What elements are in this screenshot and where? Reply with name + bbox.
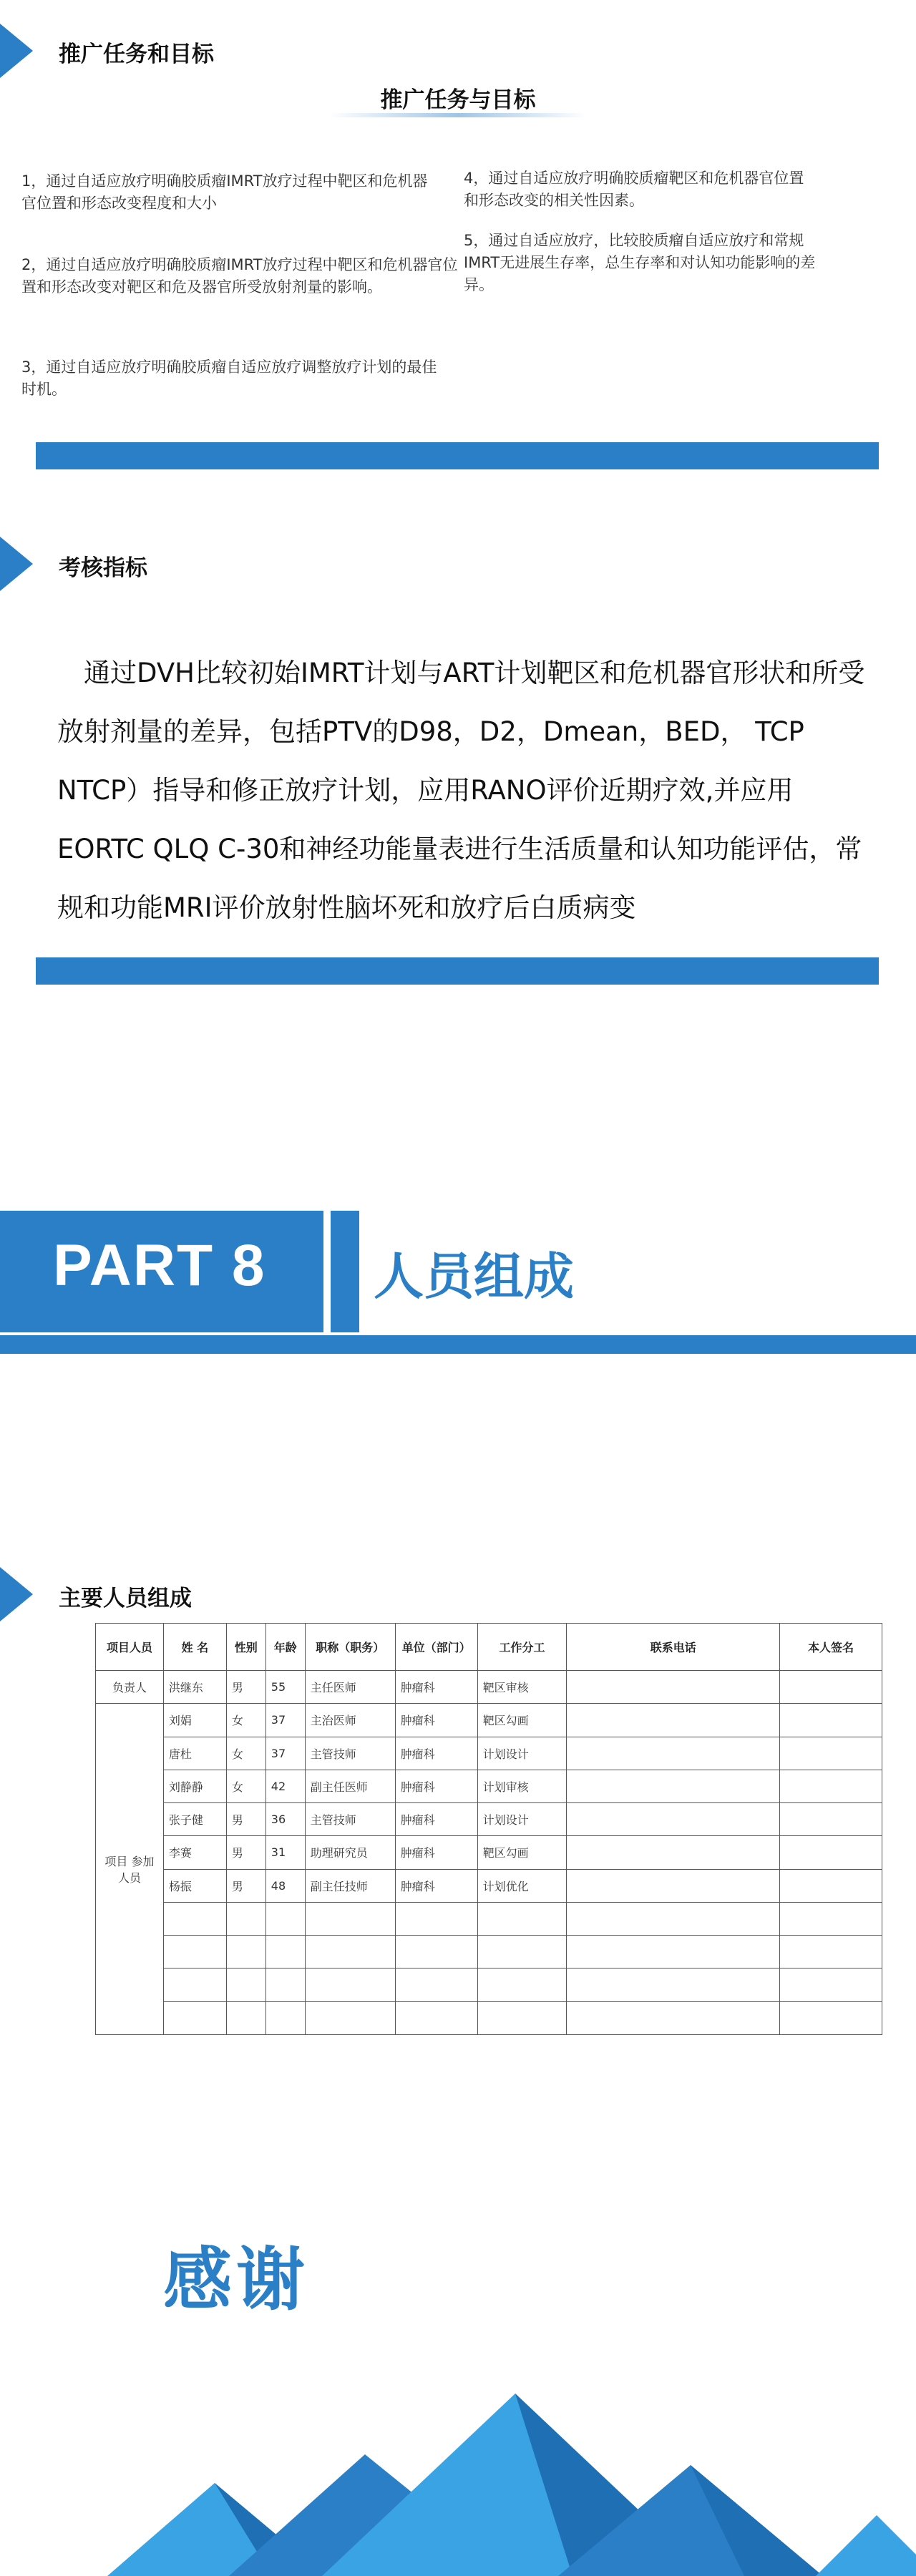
dept-cell: 肿瘤科 xyxy=(395,1704,477,1737)
empty-cell[interactable] xyxy=(163,2001,226,2034)
header-cell: 单位（部门） xyxy=(395,1624,477,1671)
empty-cell[interactable] xyxy=(567,2001,780,2034)
staff-table xyxy=(95,1623,882,2035)
empty-cell[interactable] xyxy=(395,1936,477,1968)
table-row-empty xyxy=(96,2001,882,2034)
empty-cell[interactable] xyxy=(567,1902,780,1935)
header-cell: 工作分工 xyxy=(477,1624,567,1671)
name-cell: 张子健 xyxy=(163,1803,226,1836)
empty-cell[interactable] xyxy=(780,2001,882,2034)
role-cell: 靶区勾画 xyxy=(477,1836,567,1869)
signature-cell[interactable] xyxy=(780,1671,882,1704)
role-cell: 计划设计 xyxy=(477,1803,567,1836)
title-cell: 主管技师 xyxy=(305,1803,395,1836)
table-row xyxy=(96,1803,882,1836)
task-item-3: 3，通过自适应放疗明确胶质瘤自适应放疗调整放疗计划的最佳时机。 xyxy=(21,358,437,398)
empty-cell[interactable] xyxy=(395,1968,477,2001)
table-row-empty xyxy=(96,1968,882,2001)
phone-cell[interactable] xyxy=(567,1737,780,1770)
divider-bar-1 xyxy=(36,442,879,469)
assessment-body: 通过DVH比较初始IMRT计划与ART计划靶区和危机器官形状和所受放射剂量的差异，包括PTV的D98，D2，Dmean，BED， TCP NTCP）指导和修正放疗计划，应用RANO评价近期疗效,并应用EORTC QLQ C-30和神经功能量表进行生活质量和认知功能评估，常规和功能MRI评价放射性脑坏死和放疗后白质病变 xyxy=(57,658,865,923)
role-cell: 靶区勾画 xyxy=(477,1704,567,1737)
section-arrow-staff xyxy=(0,1567,33,1621)
empty-cell[interactable] xyxy=(477,1968,567,2001)
role-cell: 计划优化 xyxy=(477,1869,567,1902)
signature-cell[interactable] xyxy=(780,1869,882,1902)
part-number: PART 8 xyxy=(53,1233,266,1298)
phone-cell[interactable] xyxy=(567,1869,780,1902)
center-title-underline xyxy=(329,113,587,117)
dept-cell: 肿瘤科 xyxy=(395,1770,477,1802)
dept-cell: 肿瘤科 xyxy=(395,1737,477,1770)
table-row xyxy=(96,1869,882,1902)
mountain-decoration xyxy=(0,2376,916,2576)
part-banner-strip xyxy=(331,1211,359,1332)
phone-cell[interactable] xyxy=(567,1770,780,1802)
gender-cell: 女 xyxy=(226,1704,265,1737)
title-cell: 副主任医师 xyxy=(305,1770,395,1802)
table-row xyxy=(96,1671,882,1704)
age-cell: 55 xyxy=(265,1671,305,1704)
task-item-2: 2，通过自适应放疗明确胶质瘤IMRT放疗过程中靶区和危机器官位置和形态改变对靶区和危及器官所受放射剂量的影响。 xyxy=(21,256,458,296)
phone-cell[interactable] xyxy=(567,1803,780,1836)
mountain-shape xyxy=(816,2515,916,2576)
role-cell: 靶区审核 xyxy=(477,1671,567,1704)
empty-cell[interactable] xyxy=(226,1902,265,1935)
name-cell: 李赛 xyxy=(163,1836,226,1869)
age-cell: 37 xyxy=(265,1737,305,1770)
name-cell: 刘静静 xyxy=(163,1770,226,1802)
empty-cell[interactable] xyxy=(305,1902,395,1935)
empty-cell[interactable] xyxy=(305,1968,395,2001)
gender-cell: 男 xyxy=(226,1869,265,1902)
gender-cell: 男 xyxy=(226,1671,265,1704)
empty-cell[interactable] xyxy=(226,1968,265,2001)
empty-cell[interactable] xyxy=(265,1936,305,1968)
header-cell: 姓 名 xyxy=(163,1624,226,1671)
thanks-title: 感谢 xyxy=(163,2240,309,2320)
header-cell: 项目人员 xyxy=(96,1624,164,1671)
name-cell: 唐杜 xyxy=(163,1737,226,1770)
title-cell: 主治医师 xyxy=(305,1704,395,1737)
empty-cell[interactable] xyxy=(226,1936,265,1968)
empty-cell[interactable] xyxy=(265,1968,305,2001)
title-cell: 副主任技师 xyxy=(305,1869,395,1902)
section-arrow-promo xyxy=(0,24,33,78)
header-cell: 职称（职务） xyxy=(305,1624,395,1671)
task-item-1: 1，通过自适应放疗明确胶质瘤IMRT放疗过程中靶区和危机器官位置和形态改变程度和大小 xyxy=(21,172,428,212)
empty-cell[interactable] xyxy=(567,1936,780,1968)
promo-section-title: 推广任务和目标 xyxy=(59,42,214,67)
table-header-row xyxy=(96,1624,882,1671)
leader-label-cell: 负责人 xyxy=(96,1671,164,1704)
promo-center-title: 推广任务与目标 xyxy=(380,87,536,113)
signature-cell[interactable] xyxy=(780,1737,882,1770)
signature-cell[interactable] xyxy=(780,1836,882,1869)
signature-cell[interactable] xyxy=(780,1803,882,1836)
table-row-empty xyxy=(96,1902,882,1935)
empty-cell[interactable] xyxy=(305,2001,395,2034)
staff-section-title: 主要人员组成 xyxy=(59,1586,192,1611)
divider-bar-2 xyxy=(36,957,879,985)
role-cell: 计划设计 xyxy=(477,1737,567,1770)
header-cell: 联系电话 xyxy=(567,1624,780,1671)
empty-cell[interactable] xyxy=(163,1936,226,1968)
age-cell: 31 xyxy=(265,1836,305,1869)
header-cell: 本人签名 xyxy=(780,1624,882,1671)
age-cell: 42 xyxy=(265,1770,305,1802)
empty-cell[interactable] xyxy=(780,1968,882,2001)
empty-cell[interactable] xyxy=(780,1902,882,1935)
signature-cell[interactable] xyxy=(780,1704,882,1737)
empty-cell[interactable] xyxy=(395,1902,477,1935)
dept-cell: 肿瘤科 xyxy=(395,1836,477,1869)
empty-cell[interactable] xyxy=(226,2001,265,2034)
age-cell: 36 xyxy=(265,1803,305,1836)
empty-cell[interactable] xyxy=(780,1936,882,1968)
empty-cell[interactable] xyxy=(163,1902,226,1935)
assessment-text xyxy=(57,644,866,937)
empty-cell[interactable] xyxy=(265,2001,305,2034)
empty-cell[interactable] xyxy=(163,1968,226,2001)
gender-cell: 男 xyxy=(226,1836,265,1869)
name-cell: 刘娟 xyxy=(163,1704,226,1737)
phone-cell[interactable] xyxy=(567,1671,780,1704)
empty-cell[interactable] xyxy=(305,1936,395,1968)
title-cell: 主管技师 xyxy=(305,1737,395,1770)
dept-cell: 肿瘤科 xyxy=(395,1671,477,1704)
task-item-4: 4，通过自适应放疗明确胶质瘤靶区和危机器官位置和形态改变的相关性因素。 xyxy=(464,170,804,209)
gender-cell: 女 xyxy=(226,1770,265,1802)
gender-cell: 女 xyxy=(226,1737,265,1770)
dept-cell: 肿瘤科 xyxy=(395,1803,477,1836)
name-cell: 杨振 xyxy=(163,1869,226,1902)
table-row xyxy=(96,1704,882,1737)
task-item-5: 5，通过自适应放疗，比较胶质瘤自适应放疗和常规IMRT无进展生存率，总生存率和对认知功能影响的差异。 xyxy=(464,232,816,293)
title-cell: 助理研究员 xyxy=(305,1836,395,1869)
table-row-empty xyxy=(96,1936,882,1968)
age-cell: 37 xyxy=(265,1704,305,1737)
gender-cell: 男 xyxy=(226,1803,265,1836)
table-row xyxy=(96,1737,882,1770)
empty-cell[interactable] xyxy=(567,1968,780,2001)
signature-cell[interactable] xyxy=(780,1770,882,1802)
empty-cell[interactable] xyxy=(265,1902,305,1935)
part-title: 人员组成 xyxy=(374,1247,574,1306)
assessment-section-title: 考核指标 xyxy=(59,555,147,581)
table-row xyxy=(96,1836,882,1869)
title-cell: 主任医师 xyxy=(305,1671,395,1704)
phone-cell[interactable] xyxy=(567,1704,780,1737)
phone-cell[interactable] xyxy=(567,1836,780,1869)
empty-cell[interactable] xyxy=(395,2001,477,2034)
section-arrow-assessment xyxy=(0,537,33,591)
dept-cell: 肿瘤科 xyxy=(395,1869,477,1902)
header-cell: 年龄 xyxy=(265,1624,305,1671)
empty-cell[interactable] xyxy=(477,2001,567,2034)
header-cell: 性别 xyxy=(226,1624,265,1671)
empty-cell[interactable] xyxy=(477,1936,567,1968)
table-row xyxy=(96,1770,882,1802)
age-cell: 48 xyxy=(265,1869,305,1902)
members-label-cell: 项目 参加人员 xyxy=(96,1704,164,2035)
role-cell: 计划审核 xyxy=(477,1770,567,1802)
name-cell: 洪继东 xyxy=(163,1671,226,1704)
empty-cell[interactable] xyxy=(477,1902,567,1935)
part-underline-bar xyxy=(0,1335,916,1354)
